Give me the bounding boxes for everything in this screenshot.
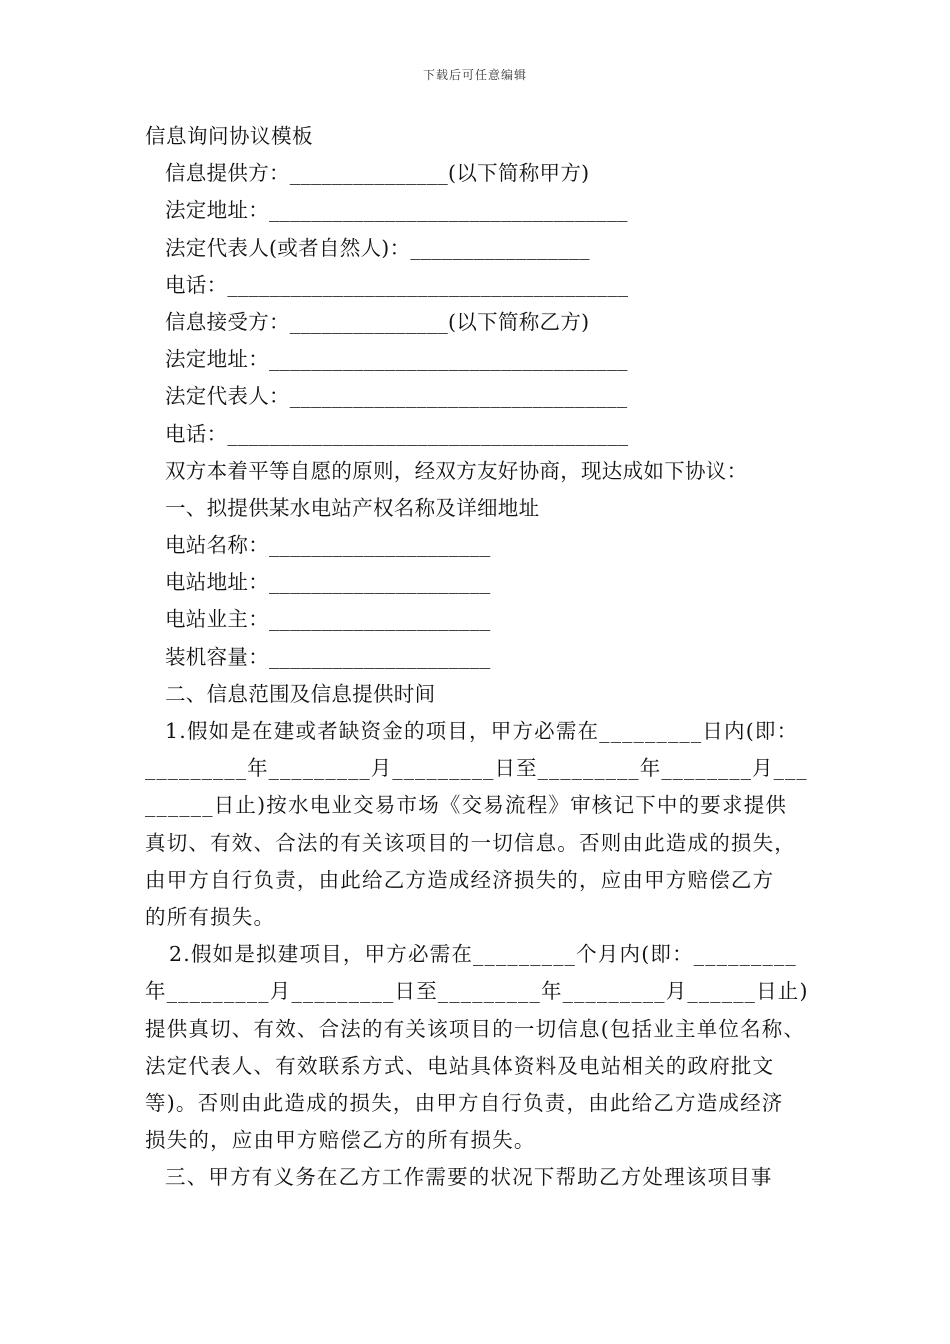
party-a-address-line: 法定地址：__________________________________ — [165, 198, 628, 223]
clause-2-line: 法定代表人、有效联系方式、电站具体资料及电站相关的政府批文 — [145, 1053, 775, 1078]
clause-2-line: 等)。否则由此造成的损失，由甲方自行负责，由此给乙方造成经济 — [145, 1090, 784, 1115]
document-title: 信息询问协议模板 — [145, 124, 313, 148]
station-address-line: 电站地址：_____________________ — [165, 570, 491, 595]
clause-1-line: 1.假如是在建或者缺资金的项目，甲方必需在_________日内(即： — [165, 719, 799, 743]
section-two-heading: 二、信息范围及信息提供时间 — [165, 681, 436, 706]
clause-1-line: 的所有损失。 — [145, 904, 276, 929]
header-note: 下载后可任意编辑 — [422, 68, 527, 82]
clause-2-line: 提供真切、有效、合法的有关该项目的一切信息(包括业主单位名称、 — [145, 1016, 806, 1041]
agreement-intro: 双方本着平等自愿的原则，经双方友好协商，现达成如下协议： — [165, 458, 748, 483]
installed-capacity-line: 装机容量：_____________________ — [165, 644, 491, 669]
station-name-line: 电站名称：_____________________ — [165, 533, 491, 558]
clause-2-line: 年_________月_________日至_________年_________月______日止) — [145, 979, 809, 1004]
clause-1-line: _________年_________月_________日至_________年________月___ — [145, 756, 808, 781]
party-b-phone-line: 电话：______________________________________ — [165, 421, 629, 446]
clause-2-line: 2.假如是拟建项目，甲方必需在_________个月内(即：_________ — [169, 942, 797, 967]
section-three-line: 三、甲方有义务在乙方工作需要的状况下帮助乙方处理该项目事 — [165, 1165, 773, 1190]
party-b-address-line: 法定地址：__________________________________ — [165, 347, 628, 372]
clause-1-line: 真切、有效、合法的有关该项目的一切信息。否则由此造成的损失， — [145, 830, 796, 855]
party-a-name-line: 信息提供方：_______________(以下简称甲方) — [165, 161, 590, 186]
clause-1-line: 由甲方自行负责，由此给乙方造成经济损失的，应由甲方赔偿乙方 — [145, 867, 775, 892]
party-b-representative-line: 法定代表人：________________________________ — [165, 384, 628, 409]
party-b-name-line: 信息接受方：_______________(以下简称乙方) — [165, 309, 590, 334]
clause-1-line: ______日止)按水电业交易市场《交易流程》审核记下中的要求提供 — [145, 793, 788, 818]
party-a-phone-line: 电话：______________________________________ — [165, 272, 629, 297]
document-body — [145, 118, 810, 1196]
clause-2-line: 损失的，应由甲方赔偿乙方的所有损失。 — [145, 1128, 536, 1153]
section-one-heading: 一、拟提供某水电站产权名称及详细地址 — [165, 495, 540, 520]
station-owner-line: 电站业主：_____________________ — [165, 607, 491, 632]
party-a-representative-line: 法定代表人(或者自然人)：_________________ — [165, 235, 590, 260]
